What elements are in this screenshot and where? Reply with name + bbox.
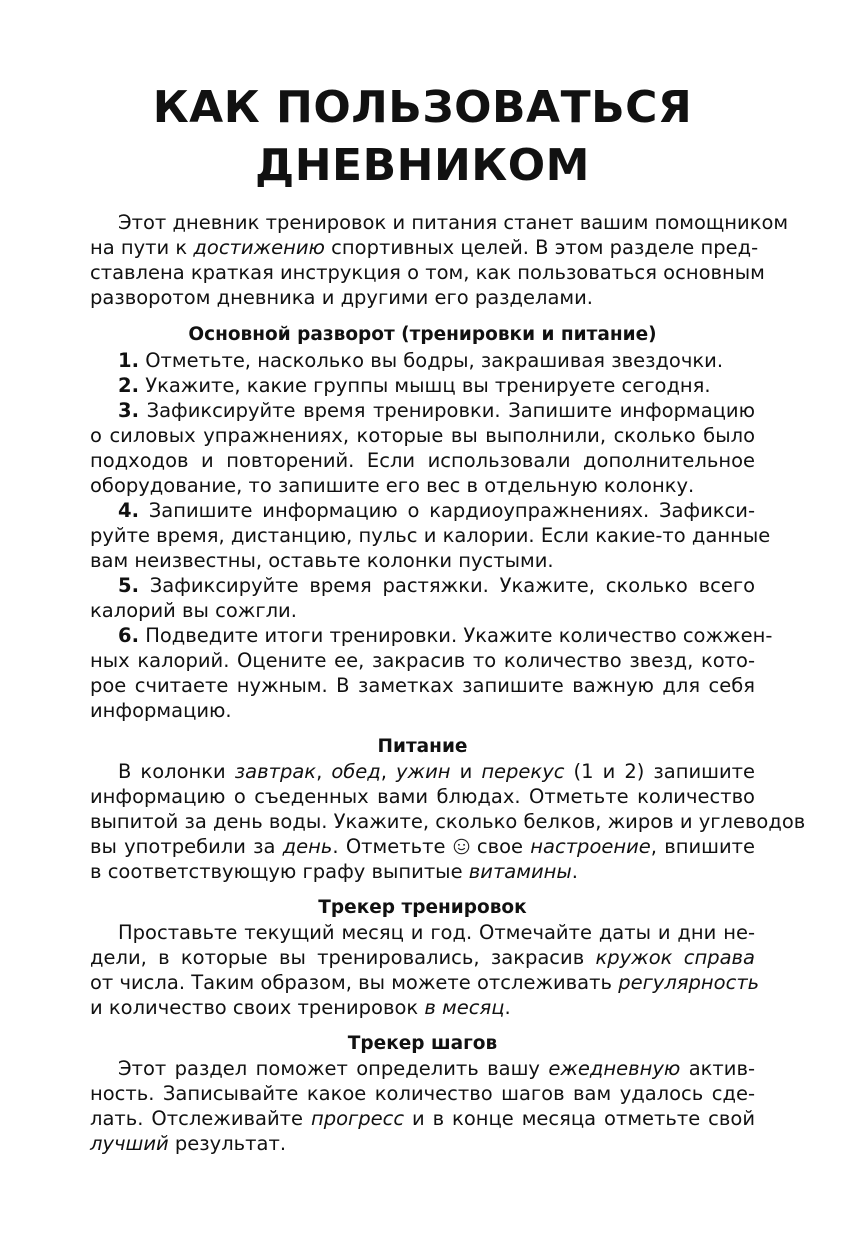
nutrition-line: вы употребили за день. Отметьте свое настроение, впишите: [90, 835, 756, 858]
page-title-line-2: ДНЕВНИКОМ: [255, 140, 590, 191]
instruction-line: оборудование, то запишите его вес в отдельную колонку.: [90, 474, 695, 497]
instruction-item: 2. Укажите, какие группы мышц вы тренируете сегодня.: [118, 374, 711, 397]
smiley-icon: [453, 838, 470, 855]
workout-tracker-line: и количество своих тренировок в месяц.: [90, 996, 511, 1019]
instruction-line: руйте время, дистанцию, пульс и калории. Если какие-то данные: [90, 524, 771, 547]
instruction-item: 4. Запишите информацию о кардиоупражнениях. Зафикси-: [118, 499, 755, 522]
instruction-line: калорий вы сожгли.: [90, 599, 297, 622]
instruction-line: о силовых упражнениях, которые вы выполнили, сколько было: [90, 424, 755, 447]
nutrition-line: в соответствующую графу выпитые витамины.: [90, 860, 578, 883]
instruction-line: рое считаете нужным. В заметках запишите важную для себя: [90, 674, 755, 697]
intro-line: разворотом дневника и другими его разделами.: [90, 286, 594, 309]
section-heading-main: Основной разворот (тренировки и питание): [188, 324, 657, 345]
intro-line: ставлена краткая инструкция о том, как пользоваться основным: [90, 261, 765, 284]
workout-tracker-line: Проставьте текущий месяц и год. Отмечайте даты и дни не-: [118, 921, 755, 944]
nutrition-line: В колонки завтрак, обед, ужин и перекус (1 и 2) запишите: [118, 760, 755, 783]
intro-line: Этот дневник тренировок и питания станет вашим помощником: [118, 211, 789, 234]
section-heading-step-tracker: Трекер шагов: [347, 1033, 498, 1054]
page-title-line-1: КАК ПОЛЬЗОВАТЬСЯ: [152, 82, 693, 133]
instruction-item: 5. Зафиксируйте время растяжки. Укажите, сколько всего: [118, 574, 755, 597]
section-heading-workout-tracker: Трекер тренировок: [318, 897, 527, 918]
section-heading-nutrition: Питание: [377, 736, 468, 757]
workout-tracker-line: дели, в которые вы тренировались, закрасив кружок справа: [90, 946, 755, 969]
instruction-item: 6. Подведите итоги тренировки. Укажите количество сожжен-: [118, 624, 773, 647]
step-tracker-line: лать. Отслеживайте прогресс и в конце месяца отметьте свой: [90, 1107, 755, 1130]
step-tracker-line: ность. Записывайте какое количество шагов вам удалось сде-: [90, 1082, 755, 1105]
instruction-item: 3. Зафиксируйте время тренировки. Запишите информацию: [118, 399, 756, 422]
instruction-line: информацию.: [90, 699, 232, 722]
instruction-line: подходов и повторений. Если использовали дополнительное: [90, 449, 755, 472]
instruction-line: ных калорий. Оцените ее, закрасив то количество звезд, кото-: [90, 649, 755, 672]
instruction-item: 1. Отметьте, насколько вы бодры, закрашивая звездочки.: [118, 349, 724, 372]
instruction-line: вам неизвестны, оставьте колонки пустыми.: [90, 549, 554, 572]
workout-tracker-line: от числа. Таким образом, вы можете отслеживать регулярность: [90, 971, 760, 994]
nutrition-line: выпитой за день воды. Укажите, сколько белков, жиров и углеводов: [90, 810, 806, 833]
step-tracker-line: Этот раздел поможет определить вашу ежедневную актив-: [118, 1057, 755, 1080]
step-tracker-line: лучший результат.: [90, 1132, 287, 1155]
nutrition-line: информацию о съеденных вами блюдах. Отметьте количество: [90, 785, 755, 808]
intro-line: на пути к достижению спортивных целей. В этом разделе пред-: [90, 236, 759, 259]
